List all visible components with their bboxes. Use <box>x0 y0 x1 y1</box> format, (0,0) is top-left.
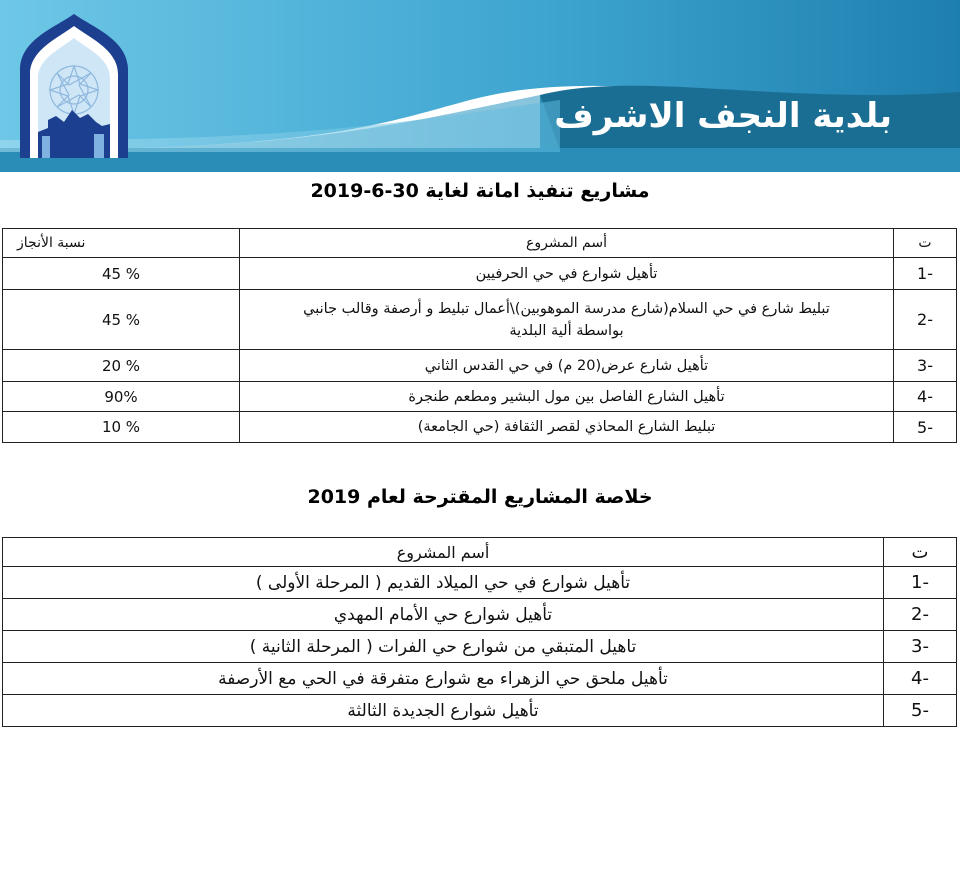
banner-title: بلدية النجف الاشرف <box>554 96 892 136</box>
row-number: -4 <box>884 663 957 695</box>
table-header-row <box>3 229 957 258</box>
table-row <box>3 663 957 695</box>
header-number: ت <box>894 229 957 258</box>
row-project-name: تبليط شارع في حي السلام(شارع مدرسة الموهوبين)\أعمال تبليط و أرصفة وقالب جانبي بواسطة ألية البلدية <box>240 290 894 350</box>
header-project-name: أسم المشروع <box>3 538 884 567</box>
row-project-name: تأهيل شوارع حي الأمام المهدي <box>3 599 884 631</box>
header-banner <box>0 0 960 172</box>
row-number: -5 <box>884 695 957 727</box>
table-row <box>3 382 957 412</box>
table-row <box>3 599 957 631</box>
row-completion: 45 % <box>3 290 240 350</box>
table-header-row <box>3 538 957 567</box>
table-row <box>3 290 957 350</box>
row-project-name: تاهيل المتبقي من شوارع حي الفرات ( المرحلة الثانية ) <box>3 631 884 663</box>
row-completion: 45 % <box>3 258 240 290</box>
section2-title: خلاصة المشاريع المقترحة لعام 2019 <box>307 486 653 508</box>
executed-projects-table <box>2 228 957 443</box>
table-row <box>3 567 957 599</box>
row-project-name: تأهيل ملحق حي الزهراء مع شوارع متفرقة في الحي مع الأرصفة <box>3 663 884 695</box>
header-completion: نسبة الأنجاز <box>3 229 240 258</box>
row-project-name: تأهيل شوارع في حي الميلاد القديم ( المرحلة الأولى ) <box>3 567 884 599</box>
table-row <box>3 695 957 727</box>
row-number: -3 <box>894 350 957 382</box>
table-row <box>3 631 957 663</box>
row-number: -2 <box>894 290 957 350</box>
proposed-projects-table <box>2 537 957 727</box>
row-project-name: تبليط الشارع المحاذي لقصر الثقافة (حي الجامعة) <box>240 412 894 443</box>
row-number: -3 <box>884 631 957 663</box>
row-project-name: تأهيل شارع عرض(20 م) في حي القدس الثاني <box>240 350 894 382</box>
banner-wave-background <box>0 0 960 172</box>
row-completion: 90% <box>3 382 240 412</box>
header-number: ت <box>884 538 957 567</box>
row-number: -5 <box>894 412 957 443</box>
row-project-name: تأهيل شوارع الجديدة الثالثة <box>3 695 884 727</box>
table-row <box>3 412 957 443</box>
row-completion: 20 % <box>3 350 240 382</box>
municipality-logo <box>14 10 134 158</box>
row-number: -1 <box>884 567 957 599</box>
table-row <box>3 350 957 382</box>
row-completion: 10 % <box>3 412 240 443</box>
row-number: -2 <box>884 599 957 631</box>
row-project-name: تأهيل الشارع الفاصل بين مول البشير ومطعم طنجرة <box>240 382 894 412</box>
table-row <box>3 258 957 290</box>
row-number: -4 <box>894 382 957 412</box>
row-number: -1 <box>894 258 957 290</box>
header-project-name: أسم المشروع <box>240 229 894 258</box>
row-project-name: تأهيل شوارع في حي الحرفيين <box>240 258 894 290</box>
section1-title: مشاريع تنفيذ امانة لغاية 30-6-2019 <box>310 180 650 202</box>
